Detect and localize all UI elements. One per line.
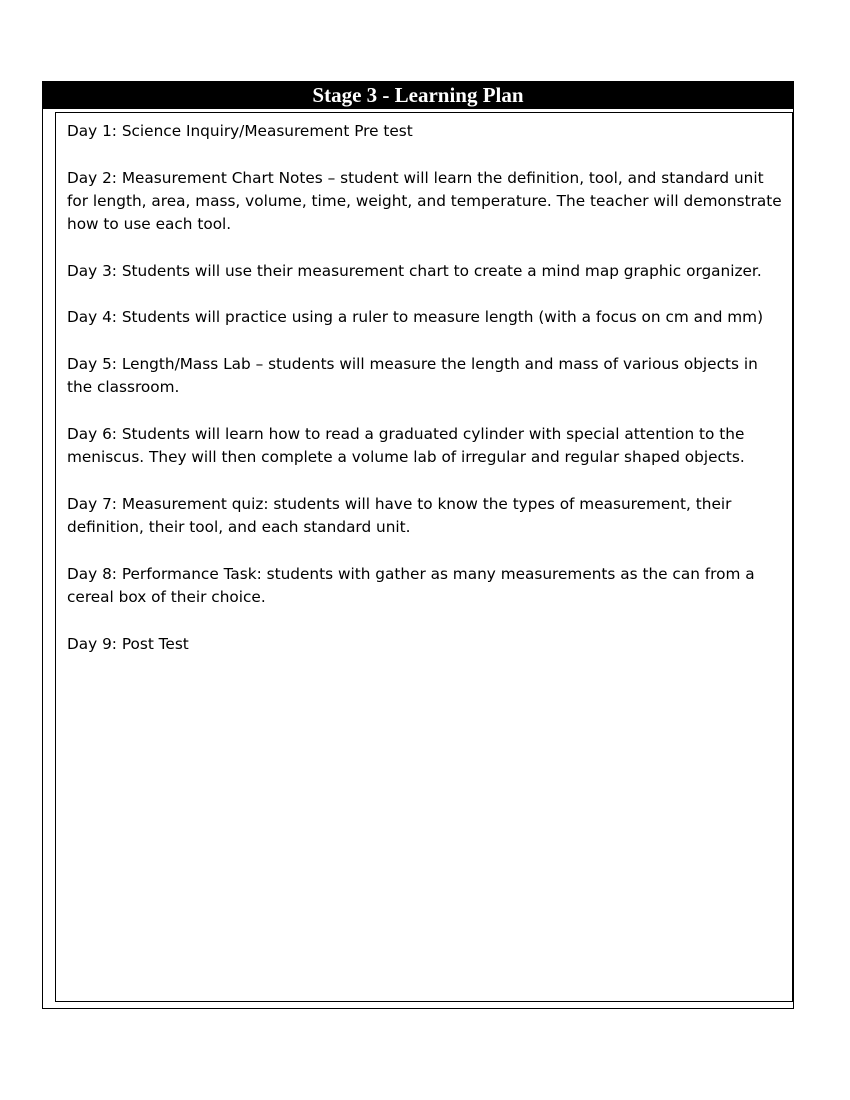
day-2-item: Day 2: Measurement Chart Notes – student will learn the definition, tool, and standard unit for length, area, mass, volume, time, weight, and temperature. The teacher will demonstrate how to use each tool. bbox=[67, 168, 782, 234]
day-3-item: Day 3: Students will use their measurement chart to create a mind map graphic organizer. bbox=[67, 261, 762, 280]
day-7-item: Day 7: Measurement quiz: students will have to know the types of measurement, their definition, their tool, and each standard unit. bbox=[67, 494, 732, 537]
day-4-item: Day 4: Students will practice using a ruler to measure length (with a focus on cm and mm) bbox=[67, 308, 764, 327]
day-8-item: Day 8: Performance Task: students with gather as many measurements as the can from a cereal box of their choice. bbox=[67, 564, 755, 606]
section-title: Stage 3 - Learning Plan bbox=[43, 82, 793, 109]
day-6-item: Day 6: Students will learn how to read a graduated cylinder with special attention to the meniscus. They will then complete a volume lab of irregular and regular shaped objects. bbox=[67, 424, 745, 467]
learning-plan-content-box bbox=[55, 112, 793, 1002]
day-1-item: Day 1: Science Inquiry/Measurement Pre test bbox=[67, 122, 413, 140]
day-5-item: Day 5: Length/Mass Lab – students will measure the length and mass of various objects in the classroom. bbox=[67, 354, 758, 397]
learning-plan-frame bbox=[42, 81, 794, 1009]
day-9-item: Day 9: Post Test bbox=[67, 634, 189, 653]
day-list bbox=[67, 120, 785, 679]
